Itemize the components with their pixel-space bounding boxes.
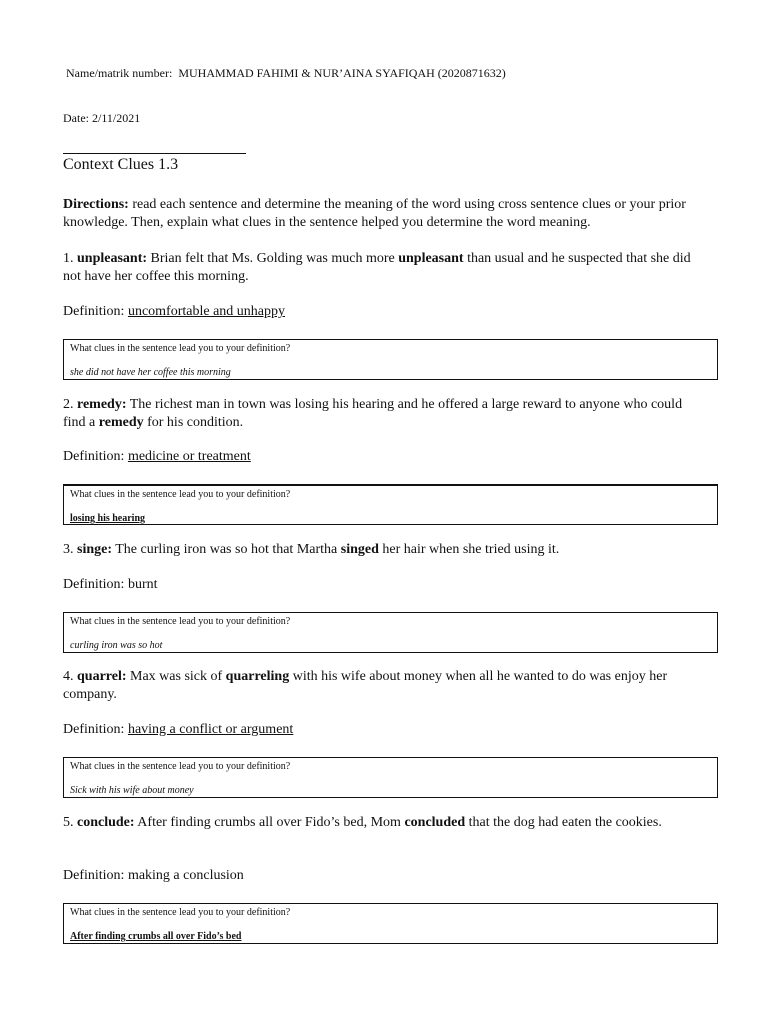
item-number: 3.: [63, 542, 74, 557]
clue-prompt: What clues in the sentence lead you to your definition?: [70, 343, 291, 354]
item-target-word: remedy: [98, 415, 144, 430]
definition-label: Definition:: [63, 449, 125, 464]
name-value: MUHAMMAD FAHIMI & NUR’AINA SYAFIQAH (2020871632): [178, 66, 506, 80]
item-sentence-after: that the dog had eaten the cookies.: [468, 815, 662, 830]
item-sentence-before: After finding crumbs all over Fido’s bed, Mom: [137, 815, 401, 830]
item-number: 2.: [63, 397, 74, 412]
directions-label: Directions:: [63, 197, 129, 212]
item-sentence-after: for his condition.: [147, 415, 244, 430]
definition-label: Definition:: [63, 577, 125, 592]
item-sentence-before: The curling iron was so hot that Martha: [115, 542, 338, 557]
item-word: remedy:: [77, 397, 127, 412]
definition-label: Definition:: [63, 868, 125, 883]
clue-answer: she did not have her coffee this morning: [70, 367, 231, 378]
definition-answer: uncomfortable and unhappy: [127, 304, 285, 319]
item-word: conclude:: [77, 815, 135, 830]
date-value: 2/11/2021: [92, 111, 141, 125]
item-4-sentence: [63, 668, 703, 704]
item-2-sentence: [63, 396, 703, 432]
item-target-word: singed: [340, 542, 379, 557]
item-3-definition: [63, 577, 158, 593]
definition-answer: having a conflict or argument: [127, 722, 294, 737]
item-number: 4.: [63, 669, 74, 684]
title-rule: [63, 153, 246, 154]
clue-prompt: What clues in the sentence lead you to your definition?: [70, 907, 291, 918]
item-1-clue-box: [63, 339, 718, 380]
clue-answer: Sick with his wife about money: [70, 785, 194, 796]
item-sentence-before: Brian felt that Ms. Golding was much more: [150, 251, 395, 266]
item-4-definition: [63, 722, 293, 738]
definition-answer: making a conclusion: [127, 868, 244, 883]
item-word: quarrel:: [77, 669, 127, 684]
definition-label: Definition:: [63, 722, 125, 737]
item-sentence-after: than usual and he suspected that she did not have her coffee this morning.: [63, 251, 691, 284]
item-sentence-after: with his wife about money when all he wanted to do was enjoy her company.: [63, 669, 668, 702]
date-label: Date:: [63, 111, 89, 125]
directions: [63, 196, 703, 232]
clue-answer: After finding crumbs all over Fido’s bed: [70, 931, 242, 942]
item-word: singe:: [77, 542, 112, 557]
item-5-sentence: [63, 814, 703, 832]
definition-label: Definition:: [63, 304, 125, 319]
clue-answer: curling iron was so hot: [70, 640, 163, 651]
item-sentence-after: her hair when she tried using it.: [382, 542, 560, 557]
date-line: [63, 111, 140, 126]
name-label: Name/matrik number:: [66, 66, 173, 80]
item-word: unpleasant:: [77, 251, 148, 266]
item-sentence-before: Max was sick of: [130, 669, 223, 684]
item-target-word: quarreling: [225, 669, 290, 684]
name-line: [66, 66, 506, 81]
item-2-definition: [63, 449, 251, 465]
item-target-word: concluded: [404, 815, 466, 830]
item-target-word: unpleasant: [398, 251, 464, 266]
item-1-definition: [63, 304, 285, 320]
definition-answer: burnt: [127, 577, 158, 592]
clue-prompt: What clues in the sentence lead you to your definition?: [70, 616, 291, 627]
item-sentence-before: The richest man in town was losing his hearing and he offered a large reward to anyone who could find a: [63, 397, 683, 430]
item-5-definition: [63, 868, 244, 884]
item-2-clue-box: [63, 484, 718, 525]
item-3-clue-box: [63, 612, 718, 653]
item-4-clue-box: [63, 757, 718, 798]
page-title: Context Clues 1.3: [63, 156, 179, 173]
clue-prompt: What clues in the sentence lead you to your definition?: [70, 761, 291, 772]
clue-prompt: What clues in the sentence lead you to your definition?: [70, 489, 291, 500]
item-number: 1.: [63, 251, 74, 266]
item-number: 5.: [63, 815, 74, 830]
item-1-sentence: [63, 250, 703, 286]
directions-text: read each sentence and determine the meaning of the word using cross sentence clues or your prior knowledge. Then, explain what clues in the sentence helped you determine the word meaning.: [63, 197, 686, 230]
item-5-clue-box: [63, 903, 718, 944]
definition-answer: medicine or treatment: [127, 449, 251, 464]
clue-answer: losing his hearing: [70, 513, 146, 524]
item-3-sentence: [63, 541, 703, 559]
